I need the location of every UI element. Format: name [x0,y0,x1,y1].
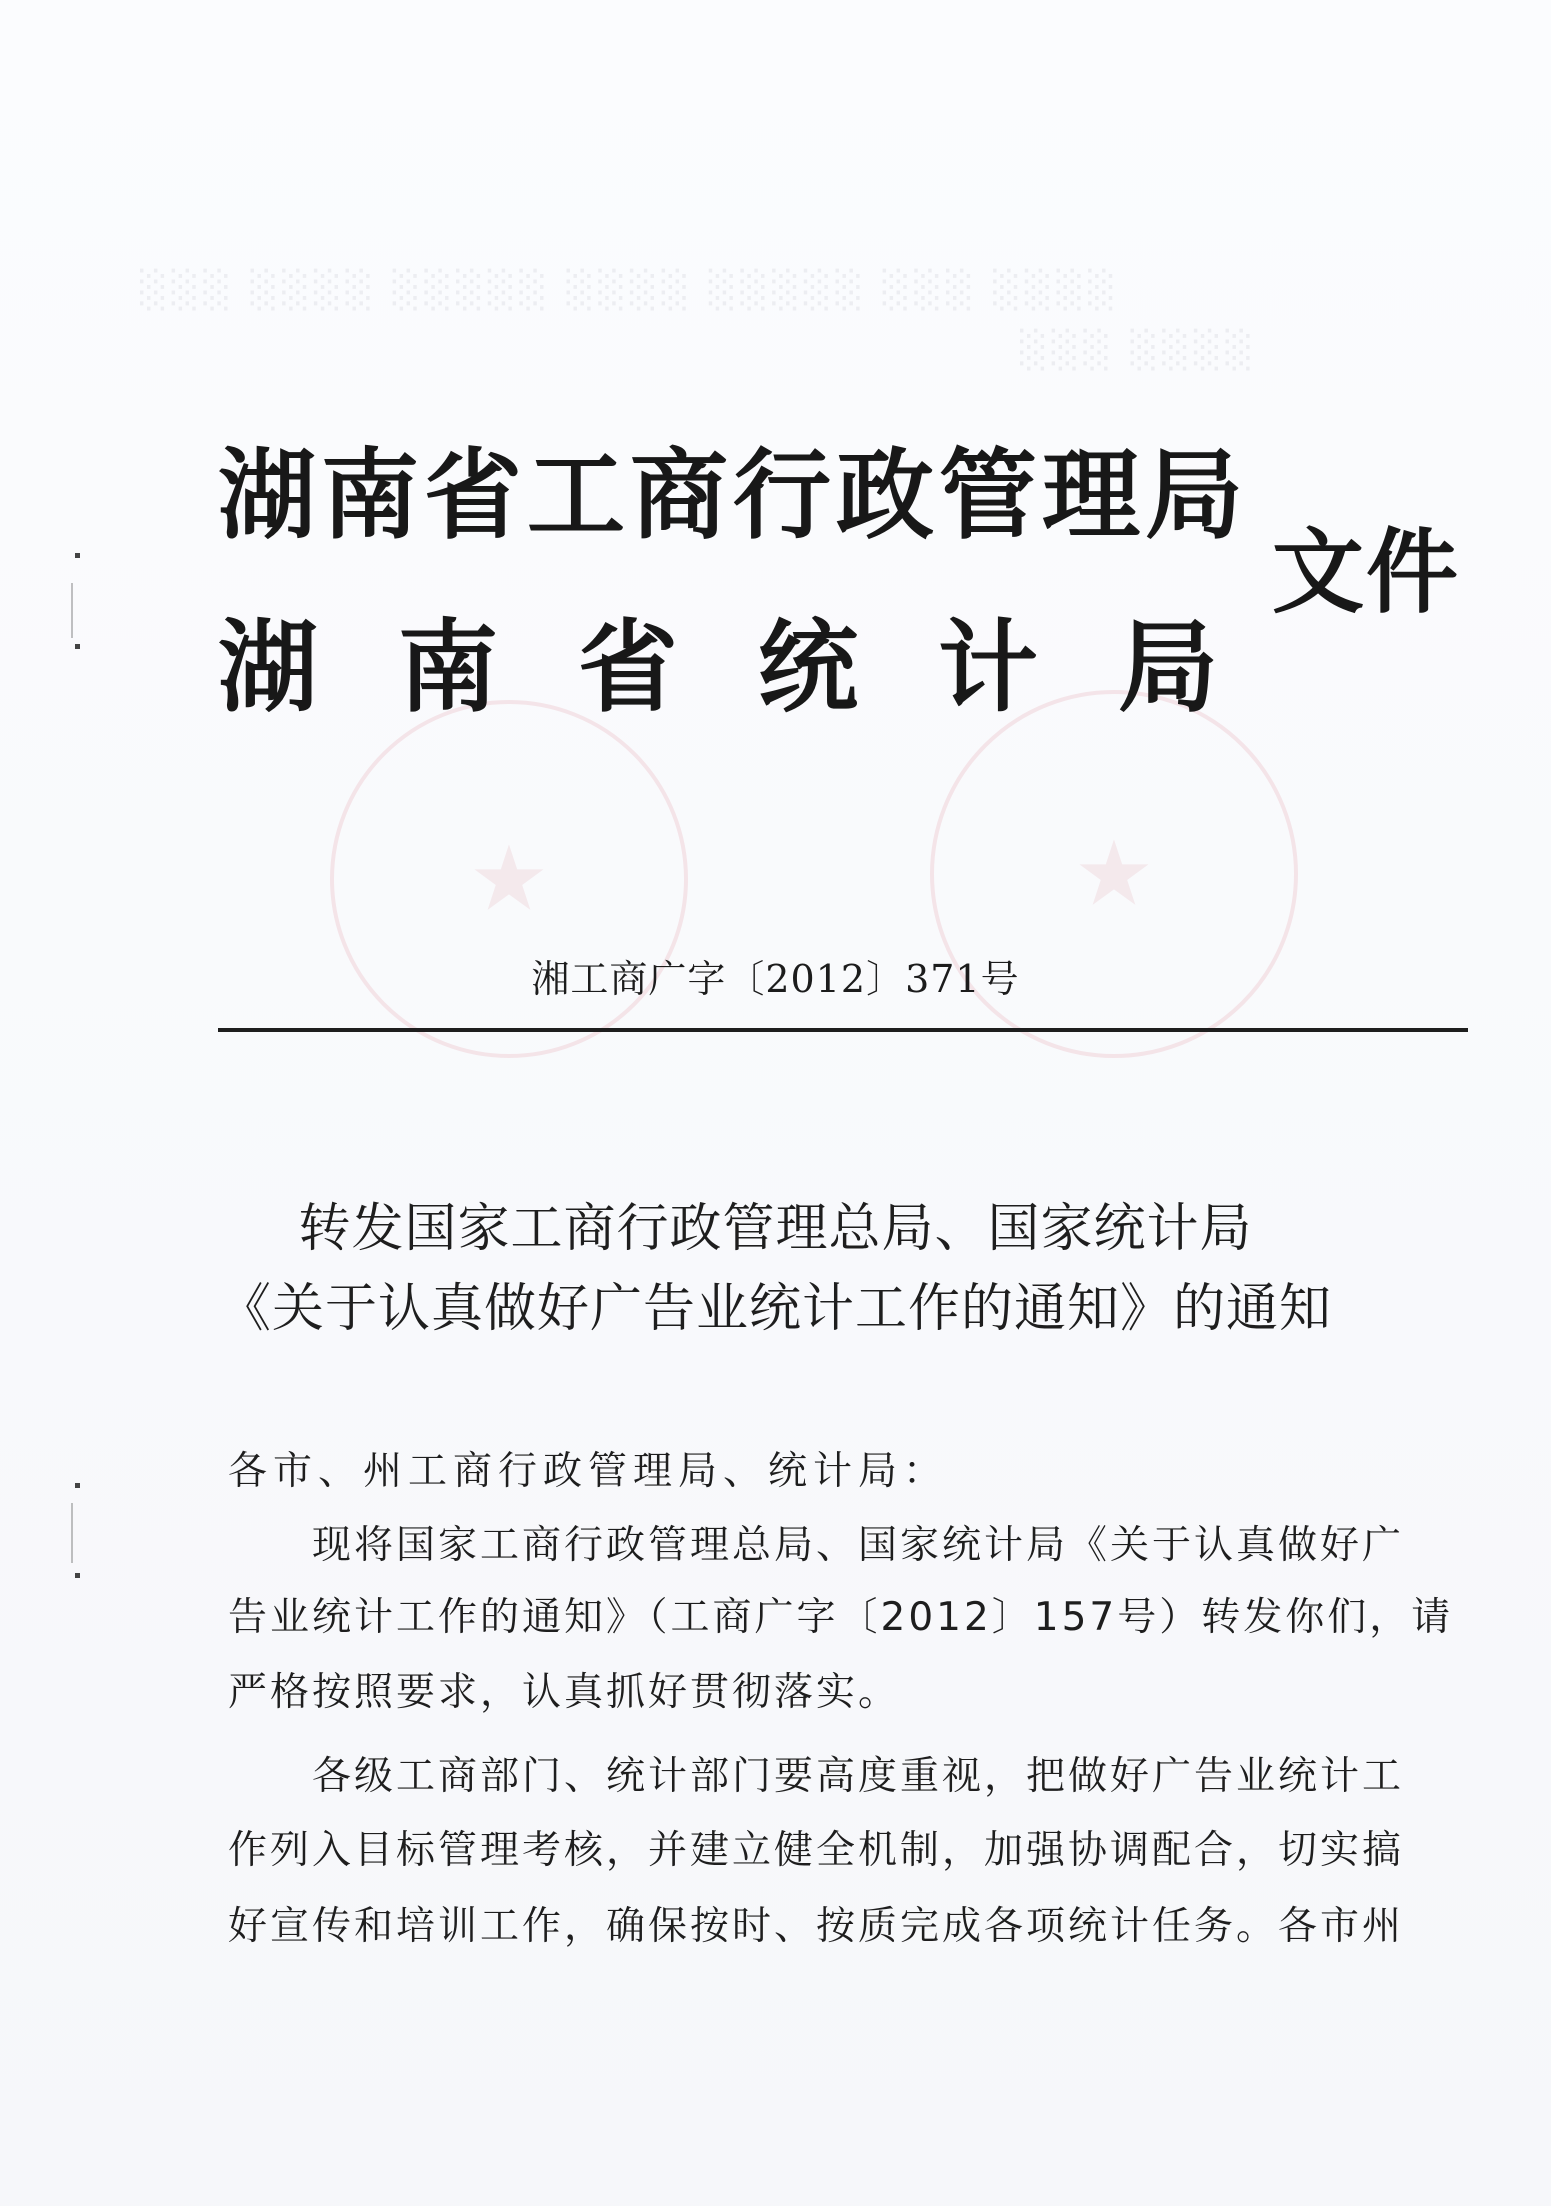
document-title-line-1: 转发国家工商行政管理总局、国家统计局 [298,1199,1253,1259]
issuer-name-secondary: 湖南省统计局 [218,609,1298,726]
body-text-line: 现将国家工商行政管理总局、国家统计局《关于认真做好广 [312,1523,1405,1568]
document-number: 湘工商广字〔2012〕371号 [531,957,1020,1001]
body-text-line: 好宣传和培训工作，确保按时、按质完成各项统计任务。各市州 [228,1904,1405,1949]
binding-hole-mark [75,553,80,558]
seal-star-icon: ★ [468,826,550,932]
binding-line [71,1503,73,1563]
bleed-through-text: ░░░ ░░░░ ░░░░░ ░░░░ ░░░░░ ░░░ ░░░░ [140,270,1120,311]
issuer-name-primary: 湖南省工商行政管理局 [218,439,1249,553]
binding-line [71,583,73,638]
body-text-line: 告业统计工作的通知》（工商广字〔2012〕157号）转发你们，请 [228,1595,1454,1640]
body-text-line: 严格按照要求，认真抓好贯彻落实。 [228,1670,901,1715]
salutation: 各市、州工商行政管理局、统计局： [228,1449,949,1494]
body-text-line: 作列入目标管理考核，并建立健全机制，加强协调配合，切实搞 [228,1828,1405,1873]
document-title-line-2: 《关于认真做好广告业统计工作的通知》的通知 [218,1279,1332,1339]
binding-hole-mark [75,1573,80,1578]
body-text-line: 各级工商部门、统计部门要高度重视，把做好广告业统计工 [312,1754,1405,1799]
bleed-through-text: ░░░ ░░░░ [1020,330,1258,371]
faint-seal-stamp [330,700,688,1058]
seal-star-icon: ★ [1073,821,1155,927]
binding-hole-mark [75,1483,80,1488]
header-divider [218,1028,1468,1032]
document-type-label: 文件 [1272,519,1461,626]
binding-hole-mark [75,644,80,649]
